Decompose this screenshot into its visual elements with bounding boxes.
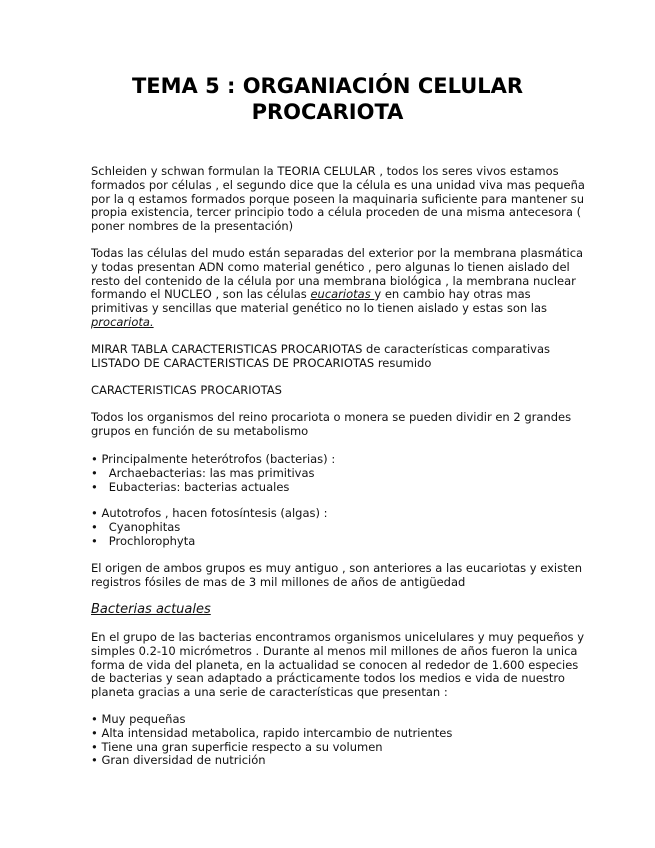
list-item: • Eubacterias: bacterias actuales bbox=[91, 481, 591, 495]
title-line-1: TEMA 5 : ORGANIACIÓN CELULAR bbox=[131, 74, 524, 98]
paragraph-table-note bbox=[91, 343, 591, 371]
list-autotrophs bbox=[91, 507, 591, 548]
list-features bbox=[91, 713, 591, 768]
paragraph-cell-types bbox=[91, 247, 591, 330]
table-note-line-1: MIRAR TABLA CARACTERISTICAS PROCARIOTAS de características comparativas bbox=[91, 342, 551, 356]
term-procariota: procariota. bbox=[91, 314, 154, 329]
list-heading-heterotrophs: • Principalmente heterótrofos (bacterias) : bbox=[91, 453, 591, 467]
subheading-bacterias-actuales: Bacterias actuales bbox=[91, 602, 211, 617]
list-heterotrophs bbox=[91, 453, 591, 494]
paragraph-cell-theory: Schleiden y schwan formulan la TEORIA CELULAR , todos los seres vivos estamos formados por células , el segundo dice que la célula es una unidad viva mas pequeña por la q estamos formados porque poseen la maquinaria suficiente para mantener su propia existencia, tercer principio todo a célula proceden de una misma antecesora ( poner nombres de la presentación) bbox=[91, 164, 585, 234]
list-item: • Archaebacterias: las mas primitivas bbox=[91, 467, 591, 481]
list-item: • Gran diversidad de nutrición bbox=[91, 754, 591, 768]
list-item: • Muy pequeñas bbox=[91, 713, 591, 727]
list-item: • Prochlorophyta bbox=[91, 535, 591, 549]
paragraph-origin: El origen de ambos grupos es muy antiguo , son anteriores a las eucariotas y existen registros fósiles de mas de 3 mil millones de años de antigüedad bbox=[91, 561, 582, 589]
list-item: • Tiene una gran superficie respecto a su volumen bbox=[91, 741, 591, 755]
list-item: • Cyanophitas bbox=[91, 521, 591, 535]
paragraph-bacteria: En el grupo de las bacterias encontramos organismos unicelulares y muy pequeños y simples 0.2-10 micrómetros . Durante al menos mil millones de años fueron la unica forma de vida del planeta, en la actualidad se conocen al rededor de 1.600 especies de bacterias y sean adaptado a prácticamente todos los medios e vida de nuestro planeta gracias a una serie de características que presentan : bbox=[91, 630, 585, 700]
table-note-line-2: LISTADO DE CARACTERISTICAS DE PROCARIOTAS resumido bbox=[91, 355, 432, 370]
p2-text-a: Todas las células del mudo están separadas del exterior por la membrana plasmática y todas presentan ADN como material genético , pero algunas lo tienen aislado del resto del contenido de la célula por una membrana biológica , la membrana nuclear formando el NUCLEO , son las células bbox=[91, 246, 584, 302]
title-line-2: PROCARIOTA bbox=[251, 100, 404, 124]
list-heading-autotrophs: • Autotrofos , hacen fotosíntesis (algas) : bbox=[91, 507, 591, 521]
p2-text-b: y en cambio hay otras mas primitivas y sencillas que material genético no lo tienen aislado y estas son las bbox=[91, 287, 548, 316]
list-item: • Alta intensidad metabolica, rapido intercambio de nutrientes bbox=[91, 727, 591, 741]
paragraph-groups: Todos los organismos del reino procariota o monera se pueden dividir en 2 grandes grupos en función de su metabolismo bbox=[91, 410, 572, 438]
section-heading: CARACTERISTICAS PROCARIOTAS bbox=[91, 383, 282, 397]
page-title bbox=[70, 73, 585, 125]
term-eucariotas: eucariotas bbox=[310, 287, 375, 302]
